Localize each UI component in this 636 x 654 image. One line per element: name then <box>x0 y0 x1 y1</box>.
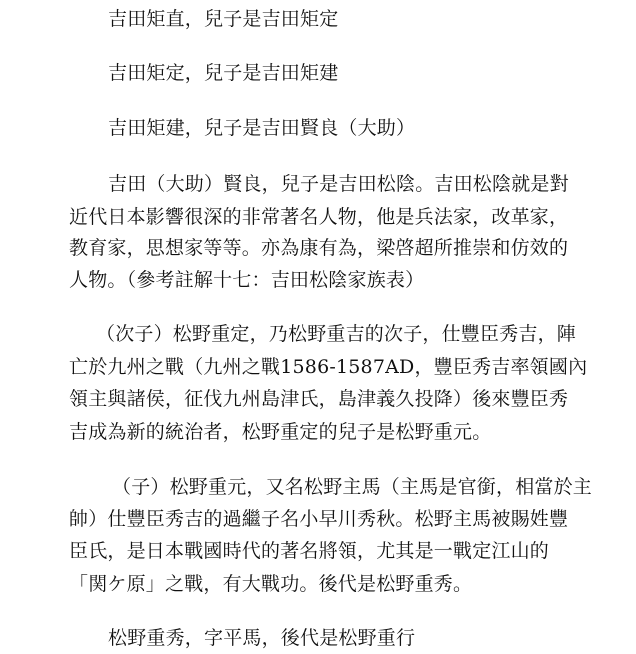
text-line: 教育家，思想家等等。亦為康有為，梁啓超所推崇和仿效的 <box>69 237 569 259</box>
text-line: 吉田矩直，兒子是吉田矩定 <box>108 8 339 30</box>
text-line: （次子）松野重定，乃松野重吉的次子，仕豐臣秀吉，陣 <box>96 323 577 345</box>
text-line: 人物。（參考註解十七：吉田松陰家族表） <box>69 269 425 291</box>
text-line: 吉田（大助）賢良，兒子是吉田松陰。吉田松陰就是對 <box>108 173 569 195</box>
text-line: 領主與諸侯，征伐九州島津氏，島津義久投降）後來豐臣秀 <box>69 388 569 410</box>
text-line: （子）松野重元，又名松野主馬（主馬是官銜，相當於主 <box>112 476 593 498</box>
text-line: 亡於九州之戰（九州之戰1586-1587AD，豐臣秀吉率領國內 <box>69 356 588 378</box>
text-line: 吉田矩建，兒子是吉田賢良（大助） <box>108 117 416 139</box>
text-line: 「関ケ原」之戰，有大戰功。後代是松野重秀。 <box>69 573 473 595</box>
text-line: 近代日本影響很深的非常著名人物，他是兵法家，改革家， <box>69 206 569 228</box>
text-line: 吉成為新的統治者，松野重定的兒子是松野重元。 <box>69 421 492 443</box>
text-line: 帥）仕豐臣秀吉的過繼子名小早川秀秋。松野主馬被賜姓豐 <box>69 508 569 530</box>
text-line: 吉田矩定，兒子是吉田矩建 <box>108 62 339 84</box>
text-line: 松野重秀，字平馬，後代是松野重行 <box>108 627 416 649</box>
text-line: 臣氏，是日本戰國時代的著名將領，尤其是一戰定江山的 <box>69 540 550 562</box>
